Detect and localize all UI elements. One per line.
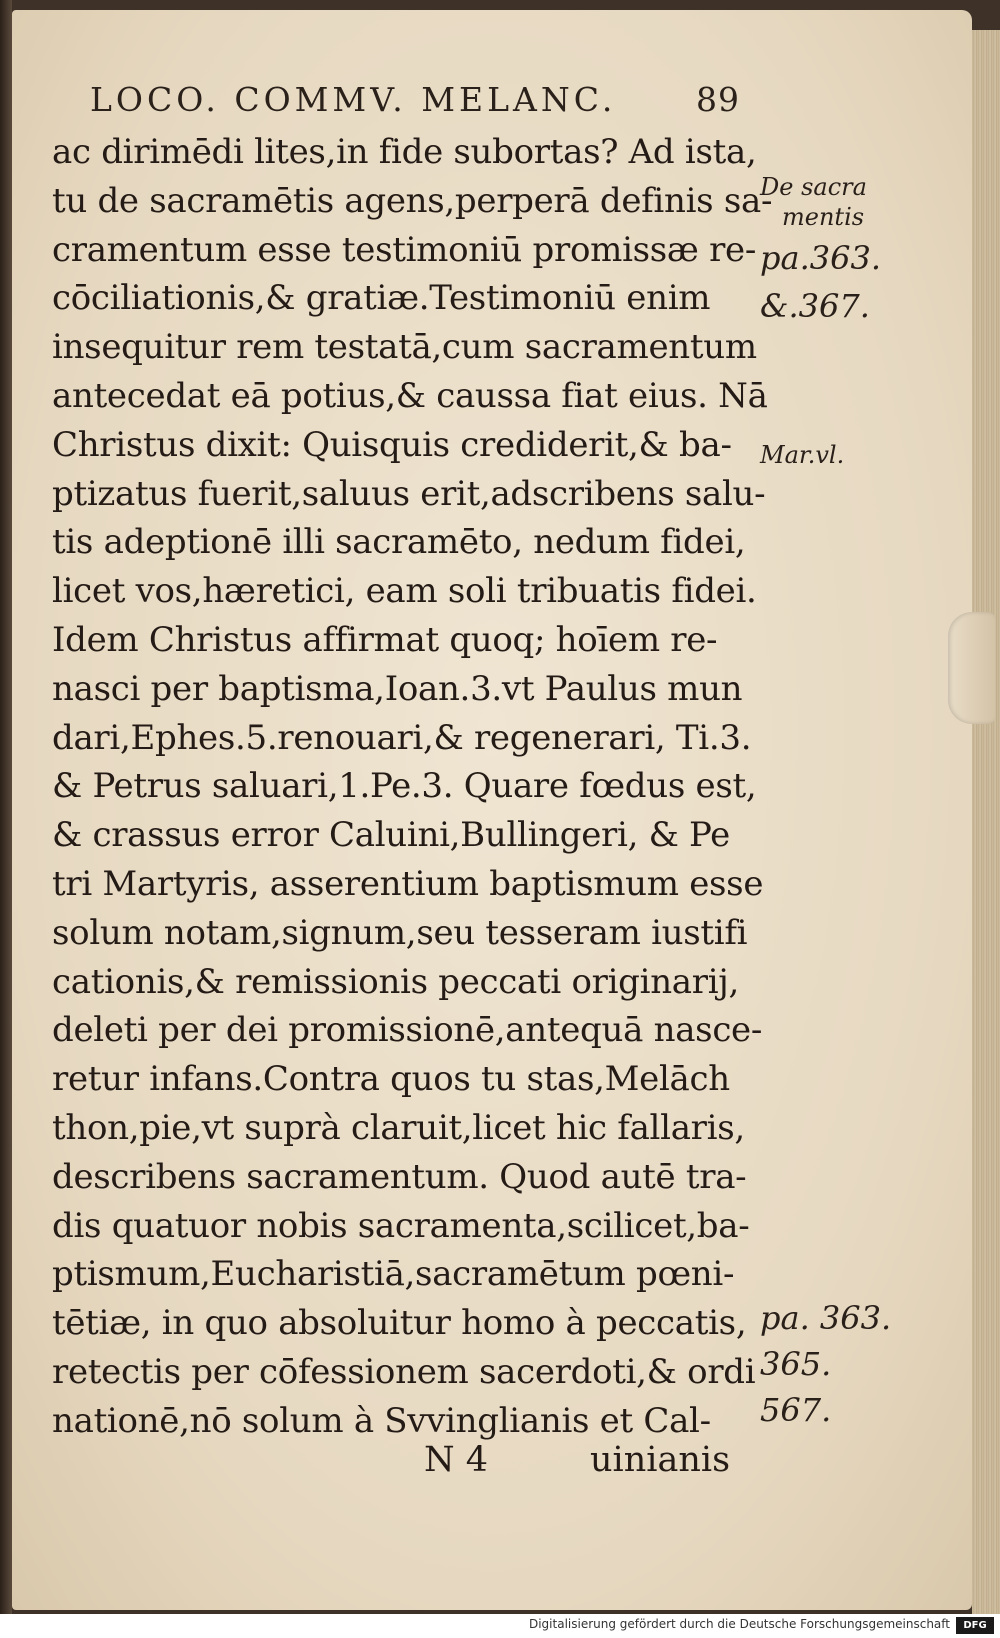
text-line: tis adeptionē illi sacramēto, nedum fidei,: [52, 522, 746, 563]
text-line: cationis,& remissionis peccati originarij,: [52, 961, 740, 1002]
text-line: Christus dixit: Quisquis crediderit,& ba-: [52, 424, 732, 465]
text-line: licet vos,hæretici, eam soli tribuatis fidei.: [52, 571, 757, 612]
text-line: tri Martyris, asserentium baptismum esse: [52, 863, 764, 904]
text-line: dis quatuor nobis sacramenta,scilicet,ba-: [52, 1205, 750, 1246]
page-number: 89: [696, 80, 740, 119]
text-line: tētiæ, in quo absoluitur homo à peccatis,: [52, 1303, 747, 1344]
text-line: tu de sacramētis agens,perperā definis sa-: [52, 180, 773, 221]
text-line: ptismum,Eucharistiā,sacramētum pœni-: [52, 1254, 735, 1295]
text-line: describens sacramentum. Quod autē tra-: [52, 1156, 747, 1197]
catchword: uinianis: [590, 1440, 731, 1480]
margin-note-pages-1: pa. 363.: [760, 1299, 892, 1337]
margin-note-sacramentis-3: pa.363.: [760, 239, 881, 277]
text-line: Idem Christus affirmat quoq; hoīem re-: [52, 619, 718, 660]
running-head-title: LOCO. COMMV. MELANC.: [90, 80, 617, 119]
text-line: nasci per baptisma,Ioan.3.vt Paulus mun: [52, 668, 743, 709]
margin-note-pages-2: 365.: [760, 1345, 832, 1383]
book-edge-left: [0, 0, 12, 1614]
book-page: [12, 10, 972, 1610]
margin-note-marcus: Mar.vl.: [760, 441, 845, 469]
margin-note-sacramentis-4: &.367.: [760, 287, 870, 325]
text-line: retur infans.Contra quos tu stas,Melāch: [52, 1059, 730, 1100]
text-line: deleti per dei promissionē,antequā nasce-: [52, 1010, 763, 1051]
text-line: ac dirimēdi lites,in fide subortas? Ad ista,: [52, 132, 757, 172]
book-fore-edge: [972, 30, 1000, 1614]
body-text: [52, 128, 773, 1446]
text-line: cōciliationis,& gratiæ.Testimoniū enim: [52, 278, 711, 319]
text-line: & Petrus saluari,1.Pe.3. Quare fœdus est,: [52, 766, 757, 807]
margin-notes: [760, 10, 890, 1610]
text-line: thon,pie,vt suprà claruit,licet hic fallaris,: [52, 1107, 745, 1148]
text-line: & crassus error Caluini,Bullingeri, & Pe: [52, 815, 730, 856]
margin-note-sacramentis-1: De sacra: [760, 173, 867, 201]
running-head: [90, 80, 740, 132]
text-line: nationē,nō solum à Svvinglianis et Cal-: [52, 1400, 711, 1441]
signature-mark: N 4: [424, 1440, 489, 1480]
margin-note-sacramentis-2: mentis: [782, 203, 865, 231]
text-line: antecedat eā potius,& caussa fiat eius. Nā: [52, 375, 768, 416]
text-line: cramentum esse testimoniū promissæ re-: [52, 229, 757, 270]
credit-text: Digitalisierung gefördert durch die Deutsche Forschungsgemeinschaft: [528, 1617, 950, 1631]
text-line: insequitur rem testatā,cum sacramentum: [52, 327, 757, 368]
text-line: retectis per cōfessionem sacerdoti,& ordi: [52, 1351, 756, 1392]
dfg-logo-icon: DFG: [956, 1617, 994, 1634]
page-tab-marker: [948, 612, 996, 724]
text-line: solum notam,signum,seu tesseram iustifi: [52, 912, 748, 953]
credit-bar: [0, 1614, 1000, 1638]
text-line: ptizatus fuerit,saluus erit,adscribens salu-: [52, 473, 766, 514]
text-line: dari,Ephes.5.renouari,& regenerari, Ti.3.: [52, 717, 752, 758]
margin-note-pages-3: 567.: [760, 1391, 832, 1429]
